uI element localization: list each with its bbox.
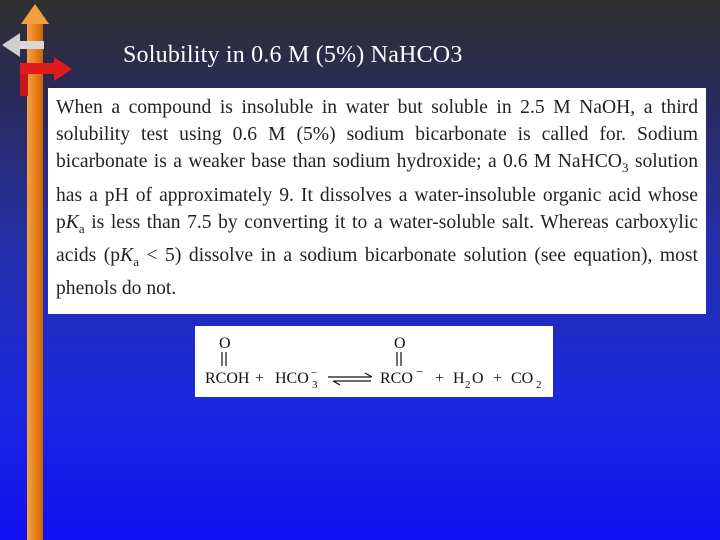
plus-sign-2: + [435,370,445,387]
subscript-3: 3 [621,160,629,176]
water-subscript: 2 [465,379,471,391]
orange-arrow-stem [27,22,43,540]
water-o: O [472,370,484,387]
right-arrow-icon [54,57,72,81]
product-anion: RCO [380,370,413,387]
body-paragraph [56,94,698,302]
water-h: H [453,370,465,387]
ka-subscript-2: a [133,253,139,269]
up-arrow-icon [21,4,49,24]
reverse-arrow-icon [333,381,340,385]
forward-arrow-icon [365,373,372,377]
paragraph-part-4: < 5) dissolve in a sodium bicarbonate solution (see equation), most phenols do not. [56,244,698,299]
reactant-base-charge: − [311,367,318,379]
text-panel [48,88,706,314]
carbon-dioxide-subscript: 2 [536,379,542,391]
reactant-acid: RCOH [205,370,250,387]
ka-subscript-1: a [78,220,85,236]
equation-panel [195,326,553,397]
product-anion-charge: − [416,364,424,379]
ka-symbol-1: K [65,211,79,233]
left-arrow-bar [18,41,44,49]
paragraph-part-3: is less than 7.5 by converting it to a water-soluble salt. Whereas carboxylic acids (p [56,211,698,266]
reactant-base-subscript: 3 [312,379,318,391]
plus-sign-3: + [493,370,503,387]
carbonyl-oxygen-right: O [394,335,406,352]
reactant-base: HCO [275,370,309,387]
slide-title: Solubility in 0.6 M (5%) NaHCO3 [123,42,463,68]
carbonyl-oxygen-left: O [219,335,231,352]
carbon-dioxide: CO [511,370,534,387]
plus-sign-1: + [255,370,265,387]
left-arrow-icon [2,33,20,57]
reaction-equation [195,326,553,397]
paragraph-part-2: solution has a pH of approximately 9. It dissolves a water-insoluble organic acid whose p [56,151,698,233]
paragraph-part-1: When a compound is insoluble in water but soluble in 2.5 M NaOH, a third solubility test using 0.6 M (5%) sodium bicarbonate is called for. Sodium bicarbonate is a weaker base than sodium hydroxide; a 0.6 M NaHCO [56,97,698,173]
right-arrow-bar [20,63,56,74]
ka-symbol-2: K [120,244,134,266]
